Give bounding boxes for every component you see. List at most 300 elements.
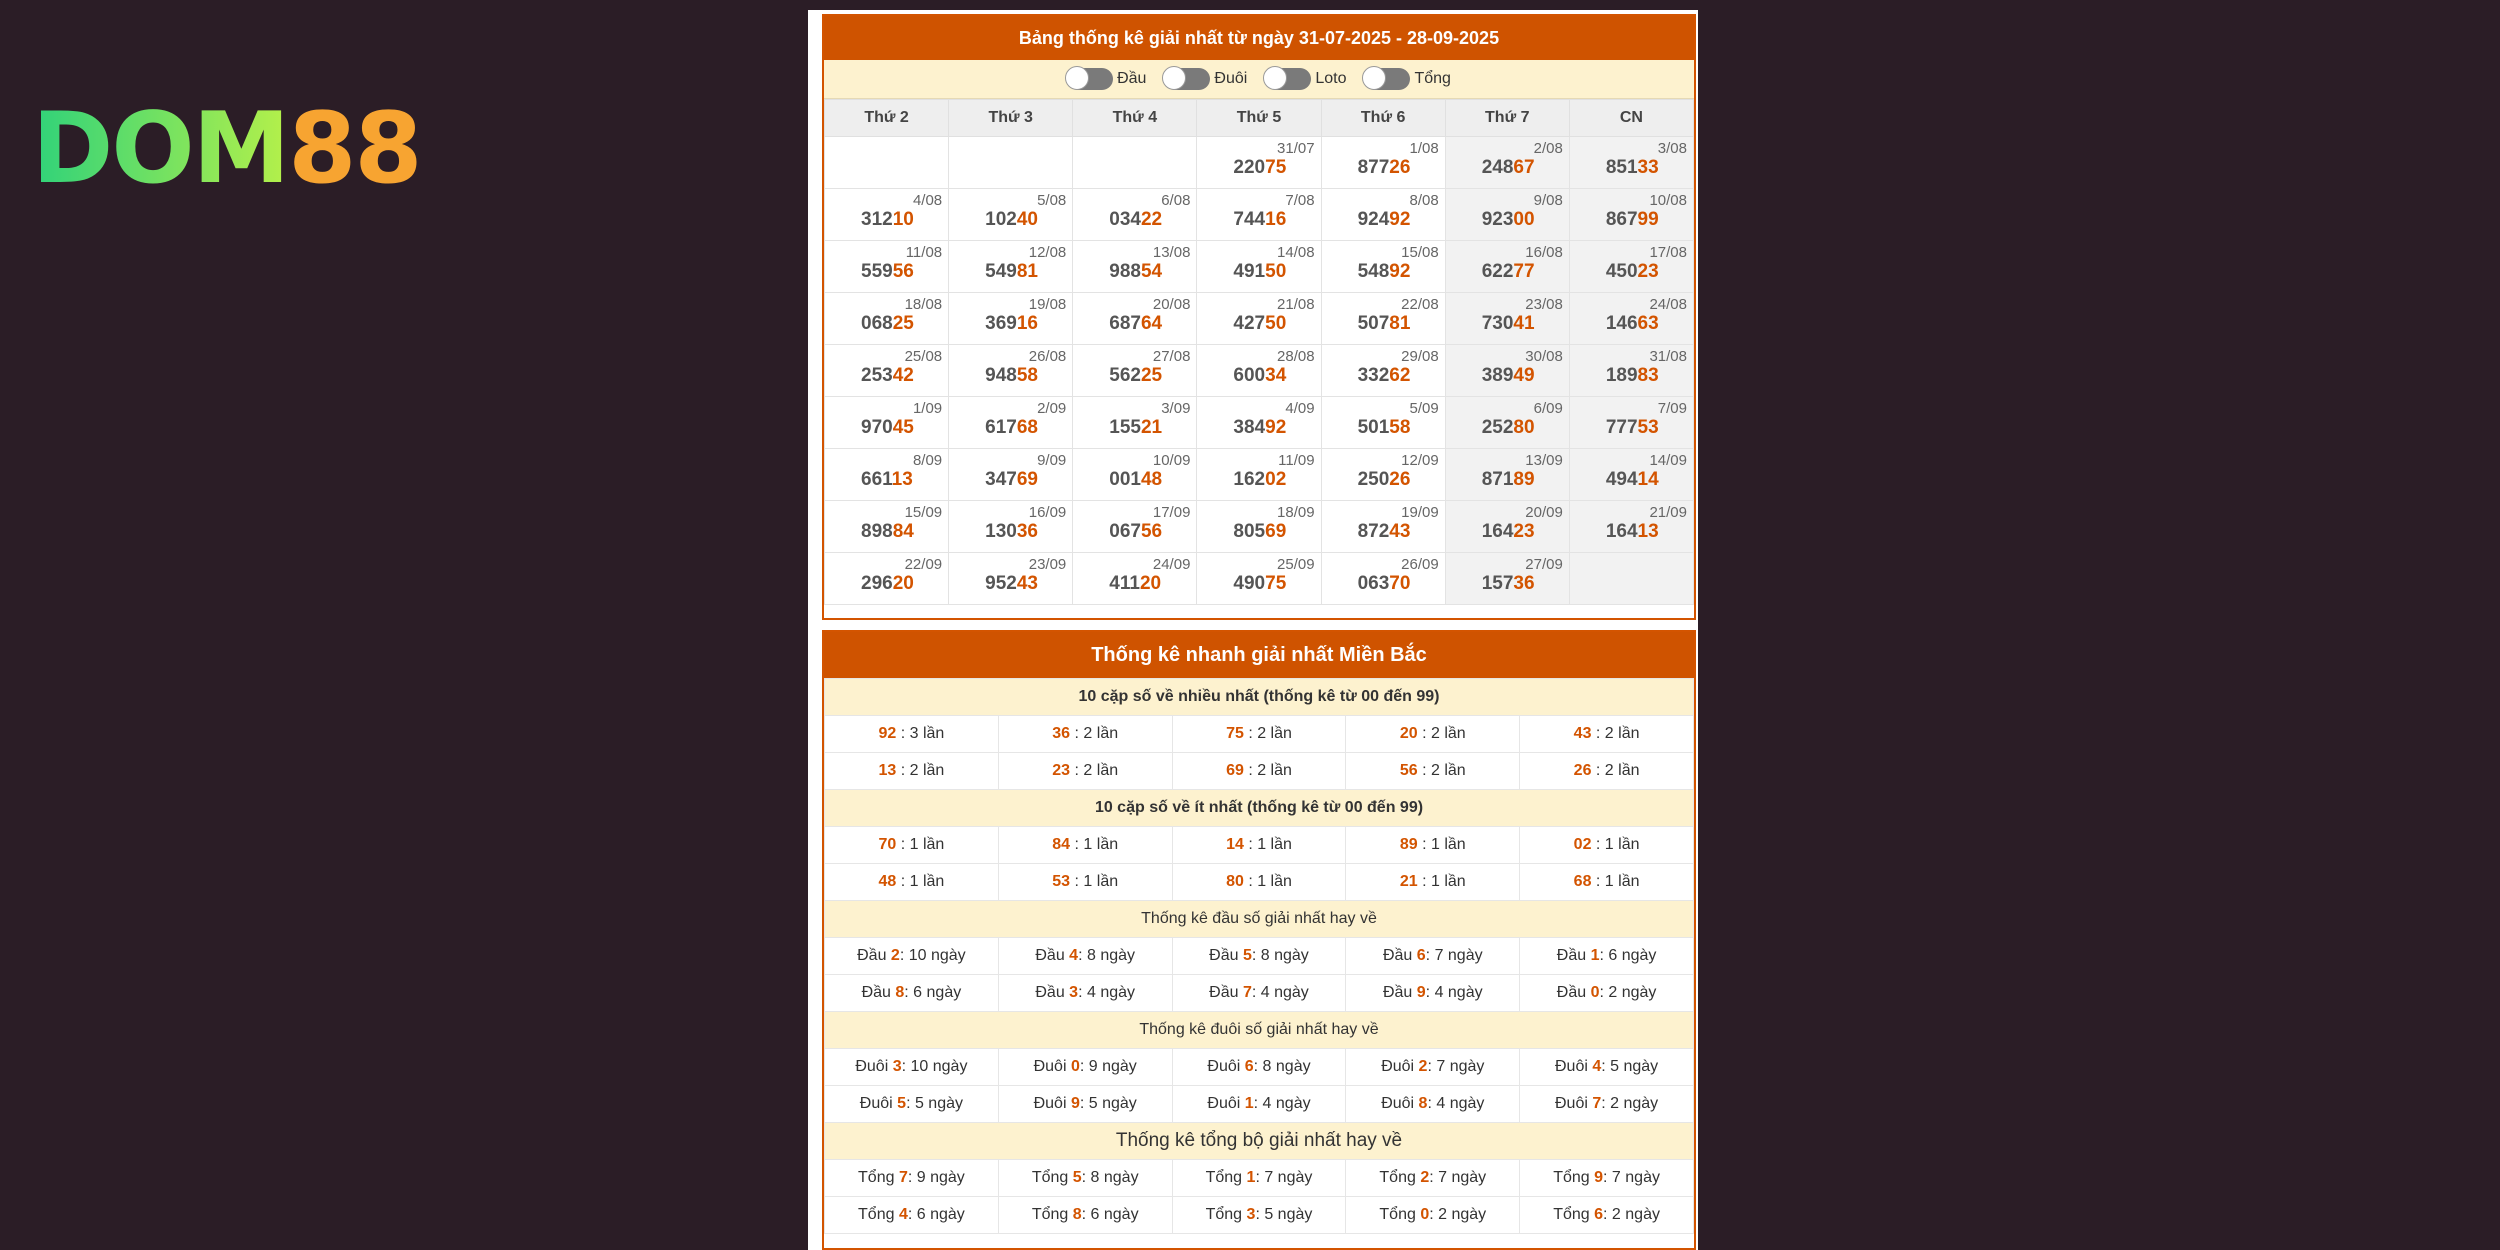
calendar-day-cell (949, 553, 1073, 605)
day-date: 4/09 (1285, 400, 1315, 417)
prize-number-head: 988 (1109, 261, 1141, 282)
stat-value: : 2 lần (1591, 762, 1640, 779)
calendar-day-cell (1197, 553, 1321, 605)
stats-cell (998, 827, 1172, 864)
stat-key: 8 (1072, 1206, 1082, 1223)
stat-value: : 7 ngày (1429, 1169, 1487, 1186)
prize-number-head: 068 (861, 313, 893, 334)
day-date: 7/08 (1285, 192, 1315, 209)
calendar-day-cell (1073, 137, 1197, 189)
day-date: 23/08 (1525, 296, 1563, 313)
stats-row (825, 864, 1694, 901)
prize-number-tail: 50 (1265, 261, 1287, 282)
stat-value: : 6 ngày (907, 1206, 965, 1223)
prize-number-tail: 13 (891, 469, 913, 490)
stats-section-heading: Thống kê đuôi số giải nhất hay về (825, 1012, 1694, 1049)
stat-value: : 2 lần (1243, 762, 1292, 779)
calendar-day-cell (1445, 241, 1569, 293)
stats-cell (1346, 938, 1520, 975)
stat-prefix: Đầu (1209, 984, 1243, 1001)
stat-key: 69 (1226, 762, 1244, 779)
prize-number-head: 384 (1233, 417, 1266, 438)
prize-number-tail: 34 (1265, 365, 1287, 386)
stat-value: : 1 lần (1591, 836, 1640, 853)
toggle-duoi[interactable] (1164, 68, 1247, 90)
prize-number (1328, 262, 1439, 282)
calendar-day-cell (949, 293, 1073, 345)
stat-key: 3 (1246, 1206, 1256, 1223)
stats-row (825, 827, 1694, 864)
stats-section-heading-row (825, 790, 1694, 827)
stat-prefix: Đầu (857, 947, 891, 964)
calendar-day-cell (825, 137, 949, 189)
stats-section-heading: Thống kê đầu số giải nhất hay về (825, 901, 1694, 938)
calendar-week-row (825, 241, 1694, 293)
calendar-day-cell (1445, 293, 1569, 345)
stat-key: 89 (1399, 836, 1418, 853)
stat-value: : 2 ngày (1603, 1206, 1660, 1223)
stat-key: 8 (895, 984, 905, 1001)
prize-number-tail: 92 (1389, 261, 1411, 282)
day-date: 10/09 (1152, 452, 1191, 469)
day-date: 10/08 (1649, 192, 1687, 209)
stats-title: Thống kê nhanh giải nhất Miền Bắc (824, 632, 1694, 678)
day-date: 25/09 (1277, 556, 1315, 573)
stat-value: : 9 ngày (1079, 1058, 1137, 1075)
stat-key: 75 (1226, 725, 1244, 742)
calendar-week-row (825, 397, 1694, 449)
stat-key: 53 (1052, 873, 1071, 890)
logo-88-text: 88 (288, 92, 421, 206)
calendar-day-cell (1073, 553, 1197, 605)
prize-number (1203, 470, 1314, 490)
day-date: 22/08 (1401, 296, 1439, 313)
stats-cell (998, 753, 1172, 790)
toggle-switch-icon[interactable] (1364, 68, 1410, 90)
stat-value: : 7 ngày (1427, 1058, 1485, 1075)
stat-key: 5 (897, 1095, 907, 1112)
stat-key: 4 (898, 1206, 908, 1223)
stat-value: : 1 lần (1243, 873, 1292, 890)
prize-number-head: 549 (985, 261, 1017, 282)
day-date: 5/09 (1409, 400, 1439, 417)
prize-number (955, 366, 1066, 386)
calendar-day-cell (949, 241, 1073, 293)
prize-number-tail: 54 (1140, 261, 1163, 282)
prize-number (1328, 314, 1439, 334)
stats-cell (1346, 1049, 1520, 1086)
prize-number-head: 494 (1605, 469, 1638, 490)
day-date: 13/09 (1525, 452, 1563, 469)
stat-value: : 4 ngày (1078, 984, 1136, 1001)
calendar-day-cell (1321, 345, 1445, 397)
stat-key: 56 (1399, 762, 1418, 779)
calendar-day-cell (1445, 449, 1569, 501)
weekday-header: CN (1569, 100, 1693, 137)
stats-section-heading-row (825, 901, 1694, 938)
weekday-header-row (825, 100, 1694, 137)
calendar-day-cell (1569, 553, 1693, 605)
logo-dom-text: DOM (32, 92, 289, 206)
toggle-switch-icon[interactable] (1164, 68, 1210, 90)
prize-number-head: 164 (1481, 521, 1514, 542)
stats-cell (1520, 1197, 1694, 1234)
toggle-label: Loto (1315, 70, 1347, 87)
prize-number-head: 347 (985, 469, 1017, 490)
prize-number-head: 622 (1481, 261, 1514, 282)
stat-key: 8 (1418, 1095, 1428, 1112)
prize-number (1328, 574, 1439, 594)
prize-number-tail: 53 (1637, 417, 1659, 438)
stats-cell (1172, 753, 1346, 790)
prize-number-tail: 67 (1513, 157, 1535, 178)
toggle-switch-icon[interactable] (1265, 68, 1311, 90)
calendar-day-cell (1197, 137, 1321, 189)
prize-number-tail: 14 (1637, 469, 1659, 490)
stat-value: : 1 lần (1243, 836, 1292, 853)
prize-number (1328, 158, 1439, 178)
stats-cell (998, 1197, 1172, 1234)
prize-number-tail: 99 (1637, 209, 1659, 230)
calendar-week-row (825, 189, 1694, 241)
stats-cell (1172, 1049, 1346, 1086)
prize-number (1203, 418, 1314, 438)
prize-number-tail: 58 (1016, 365, 1038, 386)
stat-key: 3 (1069, 984, 1079, 1001)
stat-prefix: Đuôi (1207, 1095, 1245, 1112)
day-date: 30/08 (1525, 348, 1563, 365)
stats-cell (1520, 827, 1694, 864)
prize-number (1452, 470, 1563, 490)
stat-key: 43 (1573, 725, 1592, 742)
prize-number-tail: 92 (1389, 209, 1411, 230)
prize-number (1079, 262, 1190, 282)
stat-value: : 4 ngày (1427, 1095, 1485, 1112)
prize-number (1079, 522, 1190, 542)
day-date: 2/09 (1037, 400, 1067, 417)
calendar-week-row (825, 137, 1694, 189)
day-date: 3/09 (1161, 400, 1191, 417)
stat-value: : 2 lần (1243, 725, 1292, 742)
prize-number-head: 924 (1357, 209, 1390, 230)
stat-value: : 2 lần (1417, 762, 1466, 779)
stat-prefix: Tổng (1031, 1206, 1073, 1223)
calendar-day-cell (1197, 241, 1321, 293)
prize-number (1452, 366, 1563, 386)
prize-number-head: 867 (1605, 209, 1638, 230)
stat-key: 20 (1399, 725, 1418, 742)
stat-value: : 9 ngày (907, 1169, 965, 1186)
stat-key: 5 (1242, 947, 1252, 964)
toggle-dau[interactable] (1067, 68, 1146, 90)
prize-number-head: 248 (1481, 157, 1514, 178)
stats-row (825, 1197, 1694, 1234)
stat-key: 1 (1244, 1095, 1254, 1112)
prize-number (1203, 158, 1314, 178)
stats-cell (1346, 716, 1520, 753)
stats-cell (1172, 975, 1346, 1012)
prize-number (1328, 418, 1439, 438)
prize-number (955, 210, 1066, 230)
day-date: 13/08 (1152, 244, 1191, 261)
prize-number-head: 189 (1605, 365, 1638, 386)
stat-prefix: Tổng (1553, 1206, 1595, 1223)
stats-row (825, 1160, 1694, 1197)
calendar-day-cell (1321, 241, 1445, 293)
weekday-header: Thứ 7 (1445, 100, 1569, 137)
prize-number (831, 314, 942, 334)
prize-number (1576, 210, 1687, 230)
prize-number-tail: 70 (1389, 573, 1411, 594)
prize-number (955, 470, 1066, 490)
calendar-day-cell (1197, 345, 1321, 397)
stat-prefix: Đuôi (859, 1095, 898, 1112)
prize-number (831, 366, 942, 386)
prize-number (955, 574, 1066, 594)
calendar-day-cell (825, 553, 949, 605)
calendar-day-cell (1445, 553, 1569, 605)
display-toggles (824, 60, 1694, 99)
stat-key: 5 (1072, 1169, 1082, 1186)
stats-section-heading-row (825, 1012, 1694, 1049)
calendar-day-cell (825, 189, 949, 241)
prize-number-tail: 80 (1513, 417, 1535, 438)
prize-number-tail: 92 (1265, 417, 1287, 438)
prize-number-head: 146 (1605, 313, 1638, 334)
stat-value: : 8 ngày (1253, 1058, 1311, 1075)
prize-number (1079, 418, 1190, 438)
weekday-header: Thứ 5 (1197, 100, 1321, 137)
calendar-day-cell (1197, 293, 1321, 345)
prize-number-head: 559 (861, 261, 893, 282)
day-date: 19/08 (1028, 296, 1067, 313)
calendar-day-cell (1445, 137, 1569, 189)
results-calendar (824, 99, 1694, 605)
prize-number (1576, 158, 1687, 178)
stat-key: 6 (1244, 1058, 1254, 1075)
prize-number-tail: 25 (892, 313, 914, 334)
prize-number (1328, 470, 1439, 490)
calendar-day-cell (1073, 241, 1197, 293)
prize-number (955, 522, 1066, 542)
calendar-day-cell (825, 501, 949, 553)
prize-number-head: 687 (1109, 313, 1141, 334)
calendar-day-cell (949, 397, 1073, 449)
prize-number-head: 501 (1357, 417, 1390, 438)
day-date: 4/08 (912, 192, 943, 209)
stats-cell (1520, 864, 1694, 901)
day-date: 17/08 (1649, 244, 1687, 261)
prize-number (1576, 418, 1687, 438)
stat-key: 26 (1573, 762, 1592, 779)
stat-value: : 4 ngày (1251, 984, 1309, 1001)
stats-cell (825, 1197, 999, 1234)
calendar-day-cell (1321, 293, 1445, 345)
stat-value: : 10 ngày (899, 947, 966, 964)
brand-logo (32, 92, 421, 206)
toggle-loto[interactable] (1265, 68, 1346, 90)
stats-cell (825, 975, 999, 1012)
day-date: 16/08 (1525, 244, 1563, 261)
stats-cell (825, 716, 999, 753)
prize-number-tail: 36 (1016, 521, 1038, 542)
prize-number-tail: 64 (1140, 313, 1163, 334)
prize-number-tail: 43 (1016, 573, 1038, 594)
prize-number-tail: 20 (892, 573, 914, 594)
stat-key: 84 (1052, 836, 1071, 853)
calendar-day-cell (1321, 189, 1445, 241)
stats-cell (825, 827, 999, 864)
prize-number (1576, 262, 1687, 282)
calendar-day-cell (1321, 501, 1445, 553)
stats-cell (998, 938, 1172, 975)
prize-number-head: 777 (1605, 417, 1638, 438)
stat-key: 92 (878, 725, 897, 742)
prize-number-tail: 81 (1016, 261, 1038, 282)
prize-number-tail: 16 (1016, 313, 1038, 334)
prize-number-tail: 20 (1139, 573, 1162, 594)
day-date: 6/09 (1533, 400, 1563, 417)
stat-key: 02 (1573, 836, 1592, 853)
day-date: 18/09 (1277, 504, 1315, 521)
day-date: 12/09 (1401, 452, 1439, 469)
stats-panel (822, 630, 1696, 1250)
prize-number-tail: 02 (1265, 469, 1287, 490)
prize-number-head: 450 (1605, 261, 1638, 282)
stat-prefix: Đuôi (1033, 1058, 1071, 1075)
stats-section-heading: 10 cặp số về nhiều nhất (thống kê từ 00 đến 99) (825, 679, 1694, 716)
day-date: 9/09 (1037, 452, 1067, 469)
toggle-label: Tổng (1414, 70, 1451, 87)
prize-number-tail: 21 (1140, 417, 1163, 438)
day-date: 29/08 (1401, 348, 1439, 365)
day-date: 17/09 (1152, 504, 1191, 521)
day-date: 15/08 (1401, 244, 1439, 261)
calendar-day-cell (1569, 501, 1693, 553)
stats-cell (1172, 1197, 1346, 1234)
calendar-day-cell (1197, 189, 1321, 241)
prize-number-head: 252 (1481, 417, 1514, 438)
stat-value: : 6 ngày (1599, 947, 1657, 964)
prize-number-head: 562 (1109, 365, 1141, 386)
prize-number (955, 418, 1066, 438)
prize-number (1328, 210, 1439, 230)
prize-number-head: 851 (1605, 157, 1638, 178)
day-date: 20/09 (1525, 504, 1563, 521)
stat-prefix: Đầu (1209, 947, 1243, 964)
day-date: 14/09 (1649, 452, 1687, 469)
prize-number-head: 155 (1109, 417, 1141, 438)
day-date: 15/09 (904, 504, 943, 521)
prize-number (1452, 418, 1563, 438)
stats-cell (825, 1086, 999, 1123)
toggle-label: Đầu (1117, 70, 1147, 87)
prize-number (1079, 574, 1190, 594)
prize-number-tail: 40 (1016, 209, 1038, 230)
prize-number (1203, 574, 1314, 594)
stats-cell (1172, 1160, 1346, 1197)
stat-value: : 5 ngày (1601, 1058, 1659, 1075)
prize-number-tail: 16 (1265, 209, 1287, 230)
stat-value: : 4 ngày (1425, 984, 1483, 1001)
stats-section-heading: Thống kê tổng bộ giải nhất hay về (825, 1123, 1694, 1160)
stats-cell (998, 1160, 1172, 1197)
stat-key: 7 (1592, 1095, 1602, 1112)
stat-value: : 1 lần (1417, 836, 1466, 853)
stat-key: 4 (1592, 1058, 1602, 1075)
day-date: 24/08 (1649, 296, 1687, 313)
stat-prefix: Đuôi (1381, 1095, 1419, 1112)
prize-number-head: 872 (1357, 521, 1390, 542)
calendar-day-cell (1321, 553, 1445, 605)
prize-number-tail: 43 (1389, 521, 1411, 542)
stats-cell (1520, 1086, 1694, 1123)
stats-section-heading-row (825, 1123, 1694, 1160)
calendar-week-row (825, 293, 1694, 345)
stat-value: : 2 lần (1070, 725, 1119, 742)
toggle-tong[interactable] (1364, 68, 1450, 90)
prize-number-tail: 23 (1637, 261, 1659, 282)
stat-value: : 2 lần (1070, 762, 1119, 779)
stats-cell (825, 753, 999, 790)
prize-number (1452, 314, 1563, 334)
prize-number-head: 130 (985, 521, 1017, 542)
calendar-day-cell (1569, 397, 1693, 449)
calendar-day-cell (949, 449, 1073, 501)
stat-value: : 1 lần (896, 873, 945, 890)
stat-value: : 10 ngày (901, 1058, 968, 1075)
stats-section-heading-row (825, 679, 1694, 716)
day-date: 18/08 (904, 296, 943, 313)
stat-prefix: Đầu (1556, 984, 1591, 1001)
toggle-switch-icon[interactable] (1067, 68, 1113, 90)
day-date: 9/08 (1533, 192, 1563, 209)
prize-number (1203, 262, 1314, 282)
stats-cell (1520, 938, 1694, 975)
stat-value: : 7 ngày (1255, 1169, 1313, 1186)
calendar-day-cell (1197, 501, 1321, 553)
day-date: 20/08 (1152, 296, 1191, 313)
stat-value: : 7 ngày (1603, 1169, 1660, 1186)
prize-number-head: 970 (861, 417, 893, 438)
prize-number-tail: 36 (1513, 573, 1535, 594)
prize-number-head: 617 (985, 417, 1017, 438)
prize-number-tail: 22 (1140, 209, 1163, 230)
stat-key: 13 (878, 762, 897, 779)
prize-number-tail: 26 (1389, 157, 1411, 178)
prize-number-head: 548 (1357, 261, 1390, 282)
day-date: 21/09 (1649, 504, 1687, 521)
stats-cell (998, 716, 1172, 753)
stats-body (825, 679, 1694, 1234)
stat-prefix: Đầu (1035, 984, 1070, 1001)
prize-number (1079, 314, 1190, 334)
stats-cell (1172, 938, 1346, 975)
stats-cell (1346, 1197, 1520, 1234)
calendar-panel (822, 14, 1696, 620)
stat-key: 3 (892, 1058, 902, 1075)
stat-prefix: Đuôi (1207, 1058, 1245, 1075)
prize-number (1079, 470, 1190, 490)
calendar-day-cell (1321, 137, 1445, 189)
day-date: 19/09 (1401, 504, 1439, 521)
stat-value: : 2 ngày (1599, 984, 1657, 1001)
prize-number-head: 923 (1481, 209, 1514, 230)
stats-cell (1520, 975, 1694, 1012)
stats-table (824, 678, 1694, 1234)
prize-number-tail: 13 (1637, 521, 1659, 542)
prize-number-tail: 75 (1265, 573, 1287, 594)
